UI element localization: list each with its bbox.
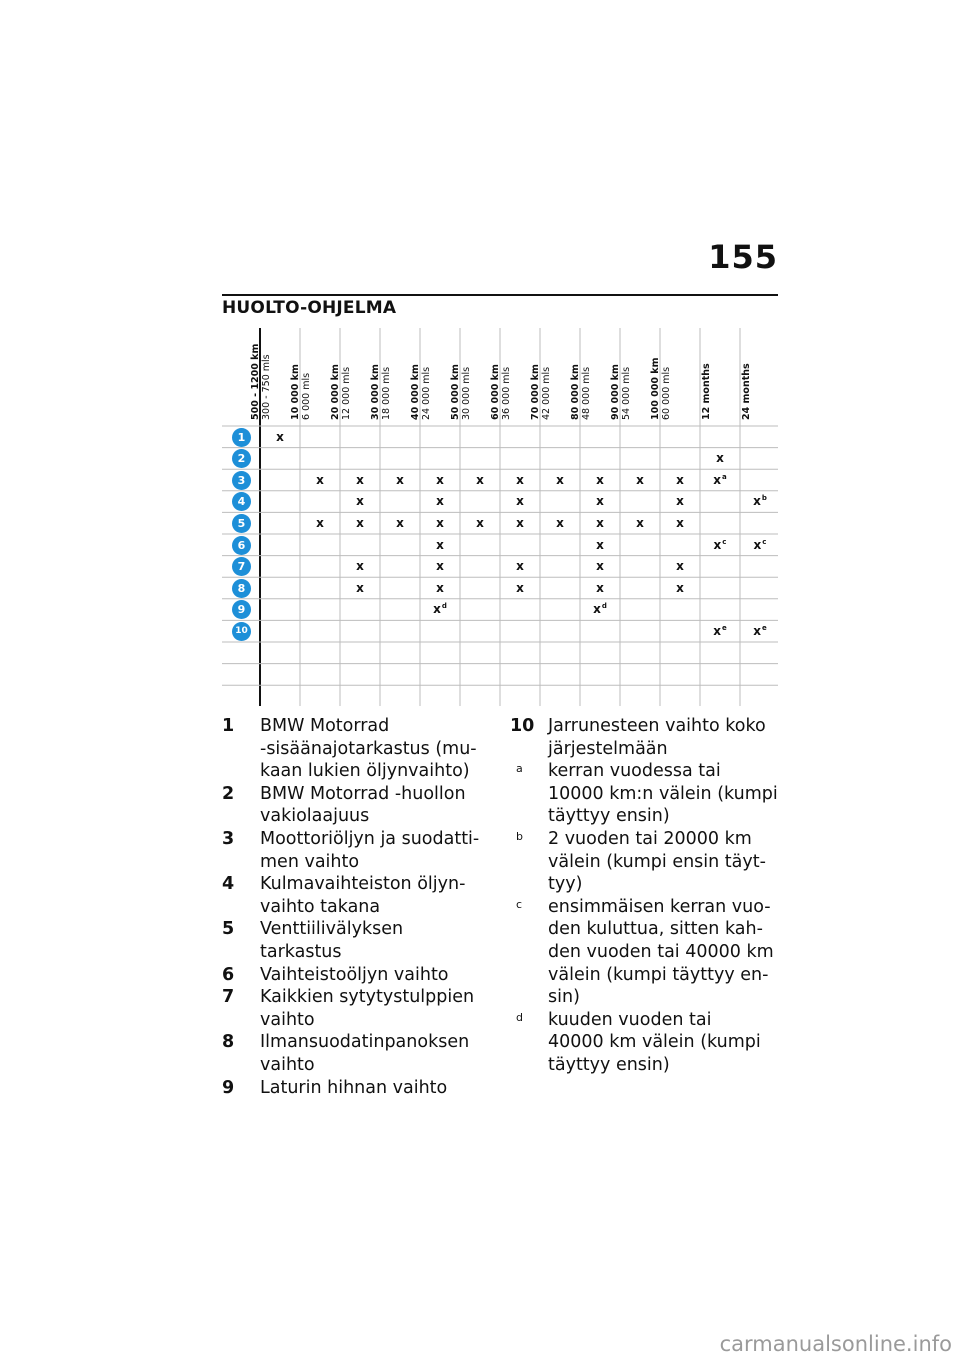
column-header-text: [650, 324, 672, 420]
schedule-mark-x: x: [476, 515, 484, 530]
schedule-mark: [300, 516, 340, 530]
schedule-mark-x: x: [356, 472, 364, 487]
schedule-mark-x: x: [276, 429, 284, 444]
schedule-mark: [740, 624, 780, 638]
schedule-mark-x: x: [596, 515, 604, 530]
legend-footnote-letter: a: [516, 762, 523, 776]
schedule-mark: [340, 559, 380, 573]
legend-text-line: täyttyy ensin): [548, 1054, 670, 1075]
schedule-mark-x: x: [716, 451, 724, 466]
schedule-mark: [540, 473, 580, 487]
schedule-mark-x: x: [713, 623, 721, 638]
column-header-mls: 30 000 mls: [461, 366, 472, 420]
schedule-mark: [420, 559, 460, 573]
row-number-badge: 5: [232, 514, 251, 533]
legend-item: [222, 1077, 484, 1100]
legend-item: [222, 964, 484, 987]
column-header-text: [290, 324, 312, 420]
schedule-mark-x: x: [316, 515, 324, 530]
legend-number: 10: [510, 716, 535, 736]
row-number-badge: 1: [232, 428, 251, 447]
schedule-mark-footnote: d: [441, 602, 447, 611]
legend-item: [222, 828, 484, 873]
section-title: HUOLTO-OHJELMA: [222, 298, 397, 318]
legend-text-line: men vaihto: [260, 851, 360, 872]
schedule-mark-x: x: [676, 515, 684, 530]
legend-text-line: kerran vuodessa tai: [548, 761, 721, 782]
legend-number: 8: [222, 1032, 235, 1053]
page-number: 155: [708, 238, 778, 276]
column-header-text: [741, 324, 752, 420]
schedule-mark-x: x: [516, 472, 524, 487]
legend-item: [222, 1031, 484, 1076]
column-header: [700, 328, 740, 424]
legend-item: [510, 828, 780, 896]
legend-text-line: 10000 km:n välein (kumpi: [548, 783, 778, 804]
column-header-text: [410, 324, 432, 420]
schedule-mark: [420, 602, 460, 616]
column-header-mls: 24 000 mls: [421, 366, 432, 420]
schedule-mark-x: x: [676, 559, 684, 574]
schedule-mark-footnote: c: [722, 537, 727, 546]
row-number-badge: 9: [232, 600, 251, 619]
column-header-km: 60 000 km: [490, 364, 501, 420]
column-header-text: [330, 324, 352, 420]
column-header-mls: 60 000 mls: [661, 366, 672, 420]
legend-text-line: den kuluttua, sitten kah-: [548, 919, 763, 940]
schedule-mark-x: x: [516, 559, 524, 574]
legend-number: 5: [222, 919, 235, 940]
watermark: carmanualsonline.info: [719, 1332, 952, 1356]
schedule-mark-x: x: [356, 494, 364, 509]
legend-text-line: vaihto takana: [260, 896, 381, 917]
column-header-km: 30 000 km: [370, 364, 381, 420]
legend-text-line: järjestelmään: [548, 738, 668, 759]
legend-number: 9: [222, 1077, 235, 1098]
schedule-mark: [580, 602, 620, 616]
schedule-mark: [580, 494, 620, 508]
row-number-badge: 4: [232, 492, 251, 511]
schedule-mark-x: x: [596, 494, 604, 509]
schedule-mark: [660, 494, 700, 508]
schedule-mark: [300, 473, 340, 487]
legend-text-line: 2 vuoden tai 20000 km: [548, 828, 752, 849]
schedule-mark-x: x: [676, 580, 684, 595]
schedule-mark: [420, 516, 460, 530]
column-header-text: [450, 324, 472, 420]
schedule-mark-footnote: c: [762, 537, 767, 546]
legend-text-line: Vaihteistoöljyn vaihto: [260, 964, 449, 985]
schedule-mark: [660, 516, 700, 530]
schedule-mark-footnote: a: [722, 472, 727, 481]
schedule-mark-x: x: [356, 515, 364, 530]
schedule-mark-x: x: [436, 472, 444, 487]
schedule-mark: [420, 581, 460, 595]
column-header: [740, 328, 780, 424]
column-header-km: 20 000 km: [330, 364, 341, 420]
schedule-mark: [700, 451, 740, 465]
schedule-mark: [700, 624, 740, 638]
schedule-mark: [420, 494, 460, 508]
legend-text-line: 40000 km välein (kumpi: [548, 1032, 761, 1053]
schedule-mark: [460, 516, 500, 530]
legend-text-line: BMW Motorrad: [260, 716, 390, 736]
legend-number: 1: [222, 716, 235, 736]
schedule-mark: [660, 581, 700, 595]
legend-text-line: sin): [548, 987, 580, 1008]
column-header-text: [490, 324, 512, 420]
schedule-mark: [340, 473, 380, 487]
schedule-mark-footnote: e: [722, 623, 727, 632]
schedule-mark: [500, 581, 540, 595]
schedule-mark-x: x: [556, 472, 564, 487]
schedule-mark: [580, 581, 620, 595]
schedule-mark: [420, 538, 460, 552]
schedule-mark-x: x: [396, 472, 404, 487]
schedule-mark-x: x: [356, 580, 364, 595]
schedule-mark: [580, 559, 620, 573]
legend-item: [222, 783, 484, 828]
schedule-mark-x: x: [596, 580, 604, 595]
column-header-text: [701, 324, 712, 420]
schedule-mark-x: x: [396, 515, 404, 530]
column-header-mls: 6 000 mls: [301, 372, 312, 420]
header-rule: [222, 294, 778, 296]
schedule-mark-footnote: b: [761, 494, 767, 503]
column-header-text: [530, 324, 552, 420]
column-header-mls: 42 000 mls: [541, 366, 552, 420]
schedule-mark-x: x: [436, 515, 444, 530]
legend-text-line: Moottoriöljyn ja suodatti-: [260, 828, 480, 849]
schedule-mark-x: x: [433, 602, 441, 617]
row-number-badge: 6: [232, 536, 251, 555]
column-header: [650, 328, 700, 424]
schedule-mark-x: x: [316, 472, 324, 487]
legend-item: [510, 896, 780, 1009]
legend-footnote-letter: b: [516, 829, 523, 843]
column-header-text: [570, 324, 592, 420]
schedule-mark: [620, 516, 660, 530]
legend-text-line: -sisäänajotarkastus (mu-: [260, 738, 477, 759]
schedule-mark-x: x: [636, 472, 644, 487]
schedule-mark: [700, 473, 740, 487]
column-header-km: 10 000 km: [290, 364, 301, 420]
legend-text-line: Ilmansuodatinpanoksen: [260, 1032, 470, 1053]
legend-text-line: Jarrunesteen vaihto koko: [548, 716, 766, 736]
legend-text-line: BMW Motorrad -huollon: [260, 783, 466, 804]
legend-item: [510, 715, 780, 760]
schedule-mark: [660, 559, 700, 573]
legend-right-column: [510, 715, 780, 1077]
schedule-mark: [420, 473, 460, 487]
schedule-mark-x: x: [753, 494, 761, 509]
column-header-mls: 54 000 mls: [621, 366, 632, 420]
schedule-mark-x: x: [753, 537, 762, 552]
schedule-mark: [380, 516, 420, 530]
schedule-mark-x: x: [436, 580, 444, 595]
column-header-mls: 12 000 mls: [341, 366, 352, 420]
column-header-km: 50 000 km: [450, 364, 461, 420]
schedule-mark: [260, 430, 300, 444]
schedule-mark: [500, 494, 540, 508]
legend-number: 4: [222, 874, 235, 895]
schedule-mark: [500, 516, 540, 530]
legend-footnote-letter: d: [516, 1010, 523, 1024]
schedule-mark: [700, 538, 740, 552]
column-header-km: 500 - 1200 km: [250, 343, 261, 420]
column-header-km: 24 months: [741, 363, 752, 420]
schedule-mark: [580, 538, 620, 552]
schedule-mark-x: x: [476, 472, 484, 487]
legend-text-line: kaan lukien öljynvaihto): [260, 761, 470, 782]
legend-text-line: ensimmäisen kerran vuo-: [548, 896, 771, 917]
column-header-km: 70 000 km: [530, 364, 541, 420]
legend-text-line: Laturin hihnan vaihto: [260, 1077, 448, 1098]
legend-item: [222, 986, 484, 1031]
legend-text-line: välein (kumpi ensin täyt-: [548, 851, 766, 872]
row-number-badge: 10: [232, 622, 251, 641]
schedule-mark-x: x: [596, 559, 604, 574]
schedule-mark: [500, 473, 540, 487]
legend-number: 7: [222, 987, 235, 1008]
schedule-mark: [740, 494, 780, 508]
schedule-mark-x: x: [713, 537, 722, 552]
column-header-km: 80 000 km: [570, 364, 581, 420]
schedule-mark-x: x: [713, 472, 721, 487]
legend-text-line: tyy): [548, 874, 583, 895]
row-number-badge: 8: [232, 579, 251, 598]
schedule-mark: [340, 516, 380, 530]
schedule-mark-x: x: [753, 623, 761, 638]
column-header-text: [250, 324, 272, 420]
schedule-mark-x: x: [516, 515, 524, 530]
column-header-text: [610, 324, 632, 420]
column-header-km: 100 000 km: [650, 357, 661, 420]
legend-text-line: Kulmavaihteiston öljyn-: [260, 874, 466, 895]
schedule-mark: [580, 473, 620, 487]
column-header-km: 90 000 km: [610, 364, 621, 420]
column-header-text: [370, 324, 392, 420]
row-number-badge: 3: [232, 471, 251, 490]
legend-text-line: den vuoden tai 40000 km: [548, 941, 774, 962]
column-header-km: 12 months: [701, 363, 712, 420]
legend-item: [510, 760, 780, 828]
schedule-mark: [340, 581, 380, 595]
row-number-badge: 2: [232, 449, 251, 468]
schedule-mark-x: x: [593, 602, 601, 617]
schedule-mark-x: x: [596, 537, 604, 552]
schedule-mark-x: x: [676, 494, 684, 509]
column-header-mls: 36 000 mls: [501, 366, 512, 420]
legend-text-line: vakiolaajuus: [260, 806, 370, 827]
schedule-mark-x: x: [556, 515, 564, 530]
legend-text-line: vaihto: [260, 1009, 315, 1030]
schedule-mark-footnote: d: [601, 602, 607, 611]
legend-number: 2: [222, 783, 235, 804]
schedule-mark: [460, 473, 500, 487]
legend-number: 3: [222, 828, 235, 849]
legend-footnote-letter: c: [516, 897, 523, 911]
schedule-mark: [380, 473, 420, 487]
legend-item: [222, 918, 484, 963]
schedule-mark-x: x: [596, 472, 604, 487]
schedule-mark-x: x: [436, 494, 444, 509]
maintenance-schedule-table: [222, 328, 778, 706]
legend-item: [222, 715, 484, 783]
schedule-mark: [660, 473, 700, 487]
schedule-mark: [620, 473, 660, 487]
schedule-mark: [500, 559, 540, 573]
schedule-mark-x: x: [436, 559, 444, 574]
column-header-mls: 18 000 mls: [381, 366, 392, 420]
row-number-badge: 7: [232, 557, 251, 576]
schedule-mark: [340, 494, 380, 508]
legend-text-line: Kaikkien sytytystulppien: [260, 987, 475, 1008]
schedule-mark-x: x: [516, 580, 524, 595]
column-header-km: 40 000 km: [410, 364, 421, 420]
schedule-mark-x: x: [516, 494, 524, 509]
legend-item: [510, 1009, 780, 1077]
legend-text-line: kuuden vuoden tai: [548, 1009, 712, 1030]
schedule-mark: [740, 538, 780, 552]
legend-number: 6: [222, 964, 235, 985]
column-header-mls: 48 000 mls: [581, 366, 592, 420]
legend-text-line: Venttiilivälyksen tarkastus: [260, 919, 404, 962]
schedule-mark-x: x: [436, 537, 444, 552]
schedule-mark-footnote: e: [762, 623, 767, 632]
schedule-mark-x: x: [636, 515, 644, 530]
schedule-mark-x: x: [676, 472, 684, 487]
schedule-mark: [580, 516, 620, 530]
legend-left-column: [222, 715, 484, 1099]
legend-text-line: välein (kumpi täyttyy en-: [548, 964, 769, 985]
legend-text-line: vaihto: [260, 1054, 315, 1075]
schedule-mark-x: x: [356, 559, 364, 574]
legend-item: [222, 873, 484, 918]
legend-text-line: täyttyy ensin): [548, 806, 670, 827]
column-header-mls: 300 - 750 mls: [261, 354, 272, 420]
schedule-mark: [540, 516, 580, 530]
